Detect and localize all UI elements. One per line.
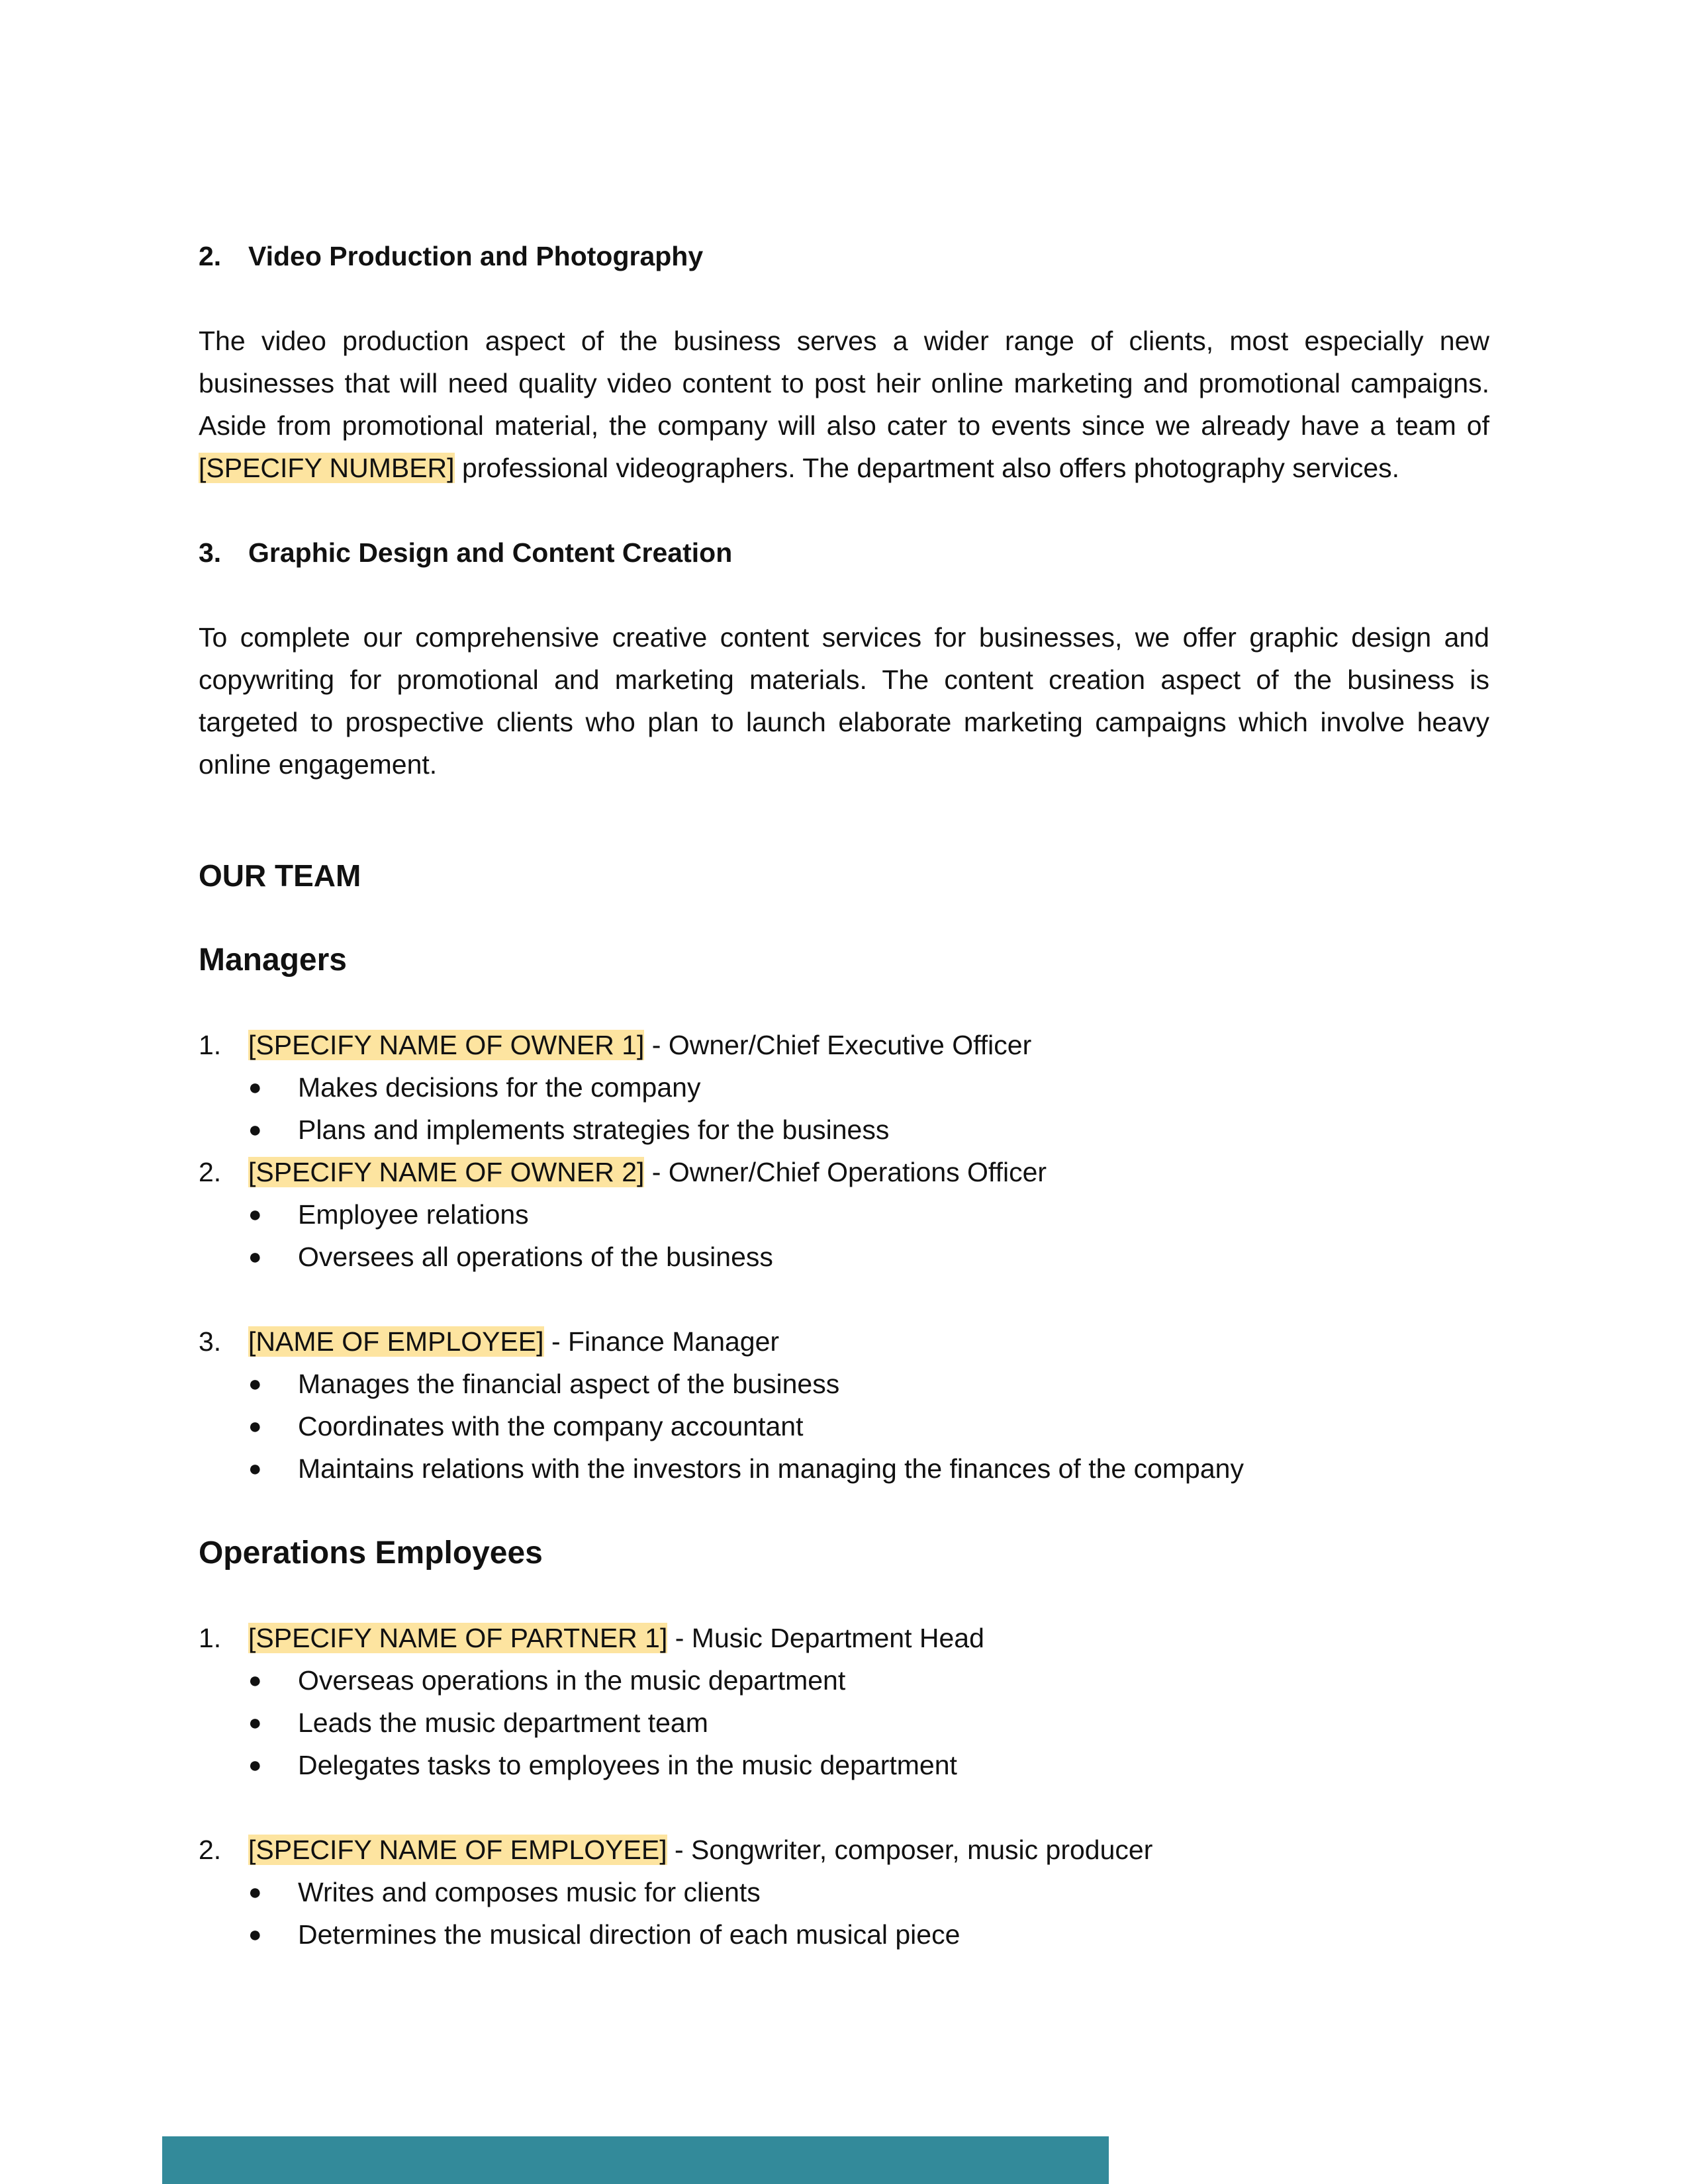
role-text: - Owner/Chief Executive Officer	[644, 1030, 1032, 1060]
bullet-icon: ●	[248, 1414, 262, 1439]
bullet-text: Maintains relations with the investors in managing the finances of the company	[298, 1453, 1244, 1484]
bullet-item	[199, 1109, 1489, 1151]
bullet-icon: ●	[248, 1922, 262, 1947]
heading-title: Graphic Design and Content Creation	[248, 537, 733, 568]
role-text: - Songwriter, composer, music producer	[667, 1835, 1153, 1865]
list-item	[199, 1024, 1489, 1151]
operations-list	[199, 1617, 1489, 1956]
managers-list	[199, 1024, 1489, 1490]
bullet-icon: ●	[248, 1710, 262, 1735]
bullet-text: Plans and implements strategies for the business	[298, 1115, 890, 1145]
placeholder-highlight: [SPECIFY NAME OF EMPLOYEE]	[248, 1835, 667, 1865]
item-number: 3.	[199, 1326, 222, 1357]
list-item	[199, 1617, 1489, 1786]
bullet-text: Overseas operations in the music department	[298, 1665, 846, 1696]
bullet-item	[199, 1193, 1489, 1236]
operations-subtitle: Operations Employees	[199, 1535, 543, 1570]
bullet-icon: ●	[248, 1371, 262, 1396]
paragraph-text: The video production aspect of the business serves a wider range of clients, most especially new businesses that will need quality video content to post heir online marketing and promotional campaigns. Aside from promotional material, the company will also cater to events since we already have a team of	[199, 326, 1489, 441]
bullet-text: Coordinates with the company accountant	[298, 1411, 804, 1441]
heading-title: Video Production and Photography	[248, 241, 704, 271]
placeholder-highlight: [SPECIFY NAME OF OWNER 1]	[248, 1030, 645, 1060]
placeholder-highlight: [SPECIFY NUMBER]	[199, 453, 455, 483]
bullet-text: Leads the music department team	[298, 1707, 708, 1738]
bullet-icon: ●	[248, 1456, 262, 1481]
bullet-item	[199, 1913, 1489, 1956]
placeholder-highlight: [SPECIFY NAME OF PARTNER 1]	[248, 1623, 668, 1653]
document-page	[199, 235, 1489, 1956]
bullet-item	[199, 1659, 1489, 1702]
bullet-item	[199, 1871, 1489, 1913]
role-text: - Owner/Chief Operations Officer	[644, 1157, 1047, 1187]
item-number: 1.	[199, 1623, 222, 1653]
role-text: - Music Department Head	[667, 1623, 984, 1653]
bullet-text: Determines the musical direction of each musical piece	[298, 1919, 961, 1950]
team-section-title: OUR TEAM	[199, 858, 361, 893]
footer-bar	[162, 2136, 1109, 2184]
bullet-icon: ●	[248, 1075, 262, 1100]
bullet-item	[199, 1702, 1489, 1744]
paragraph-text: professional videographers. The department also offers photography services.	[454, 453, 1400, 483]
placeholder-highlight: [SPECIFY NAME OF OWNER 2]	[248, 1157, 645, 1187]
heading-number: 3.	[199, 537, 222, 568]
bullet-icon: ●	[248, 1668, 262, 1693]
placeholder-highlight: [NAME OF EMPLOYEE]	[248, 1326, 544, 1357]
bullet-text: Oversees all operations of the business	[298, 1242, 773, 1272]
bullet-text: Employee relations	[298, 1199, 529, 1230]
bullet-item	[199, 1236, 1489, 1278]
item-number: 2.	[199, 1157, 222, 1187]
bullet-text: Writes and composes music for clients	[298, 1877, 761, 1907]
list-item	[199, 1829, 1489, 1956]
bullet-icon: ●	[248, 1244, 262, 1269]
bullet-text: Delegates tasks to employees in the music department	[298, 1750, 957, 1780]
service-heading-video	[199, 235, 1489, 277]
item-number: 1.	[199, 1030, 222, 1060]
bullet-icon: ●	[248, 1752, 262, 1778]
list-item	[199, 1151, 1489, 1278]
bullet-icon: ●	[248, 1117, 262, 1142]
bullet-text: Manages the financial aspect of the business	[298, 1369, 840, 1399]
bullet-text: Makes decisions for the company	[298, 1072, 701, 1103]
service-paragraph-video	[199, 320, 1489, 489]
service-paragraph-graphic: To complete our comprehensive creative content services for businesses, we offer graphic design and copywriting for promotional and marketing materials. The content creation aspect of the business is targeted to prospective clients who plan to launch elaborate marketing campaigns which involve heavy online engagement.	[199, 622, 1489, 780]
bullet-item	[199, 1405, 1489, 1447]
bullet-item	[199, 1363, 1489, 1405]
bullet-item	[199, 1744, 1489, 1786]
bullet-item	[199, 1066, 1489, 1109]
managers-subtitle: Managers	[199, 942, 347, 978]
service-heading-graphic	[199, 531, 1489, 574]
list-item	[199, 1320, 1489, 1490]
bullet-icon: ●	[248, 1880, 262, 1905]
heading-number: 2.	[199, 241, 222, 271]
item-number: 2.	[199, 1835, 222, 1865]
role-text: - Finance Manager	[543, 1326, 780, 1357]
bullet-icon: ●	[248, 1202, 262, 1227]
bullet-item	[199, 1447, 1489, 1490]
